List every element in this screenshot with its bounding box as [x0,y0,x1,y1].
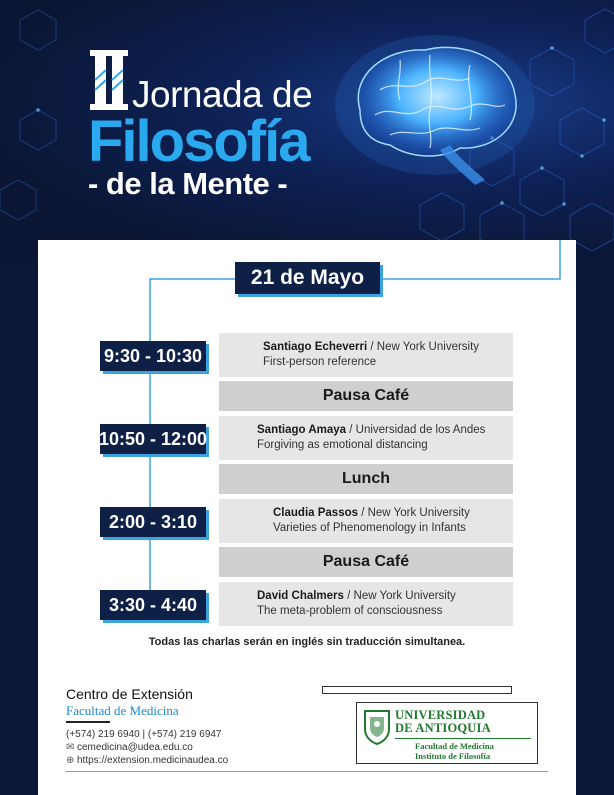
speaker-affiliation: New York University [353,590,456,602]
roman-numeral-graphic [90,50,128,110]
email-icon: ✉ [66,742,75,753]
time-slot-3: 2:00 - 3:10 [100,507,206,537]
header-banner [0,0,614,262]
email-link[interactable]: cemedicina@udea.edu.co [77,742,193,753]
footer-web-row [66,755,228,766]
faculty-line2: Instituto de Filosofía [415,751,491,761]
footer-bottom-rule [66,771,548,772]
logo-placeholder-bar [322,686,512,694]
time-slot-2: 10:50 - 12:00 [100,424,206,454]
separator: / [367,341,377,353]
talk-item [219,582,513,626]
separator: / [343,590,354,602]
speaker-affiliation: New York University [376,341,480,353]
footer-email-row [66,742,193,753]
speaker-name: Claudia Passos [273,507,359,519]
separator: / [346,424,356,436]
footer-subtitle: Facultad de Medicina [66,703,179,718]
footer-title: Centro de Extensión [66,686,193,702]
title-line-3: - de la Mente - [88,166,288,201]
break-item: Lunch [219,464,513,494]
date-badge: 21 de Mayo [235,262,380,294]
time-slot-4: 3:30 - 4:40 [100,590,206,620]
speaker-affiliation: Universidad de los Andes [355,424,486,436]
website-link[interactable]: https://extension.medicinaudea.co [77,755,229,766]
speaker-name: Santiago Echeverri [263,341,368,353]
footer-phones [66,729,222,740]
footer-divider [66,721,110,723]
talk-title: The meta-problem of consciousness [257,605,443,617]
talk-item [219,333,513,377]
talk-item [219,499,513,543]
separator: / [358,507,368,519]
speaker-affiliation: New York University [367,507,470,519]
globe-icon: ⊕ [66,755,75,766]
title-line-2: Filosofía [88,109,309,174]
title-line-1: Jornada de [132,74,313,115]
faculty-line1: Facultad de Medicina [415,741,494,751]
speaker-name: David Chalmers [257,590,344,602]
speaker-name: Santiago Amaya [257,424,347,436]
university-name-line1: UNIVERSIDAD [395,708,486,722]
logo-divider [395,738,531,739]
university-name [395,709,537,735]
talk-title: Forgiving as emotional distancing [257,439,428,451]
faculty-names [415,741,494,761]
talk-title: Varieties of Phenomenology in Infants [273,522,466,534]
phone-numbers: (+574) 219 6940 | (+574) 219 6947 [66,729,222,740]
university-logo [356,702,538,764]
brain-illustration [330,30,540,200]
talk-title: First-person reference [263,356,377,368]
time-slot-1: 9:30 - 10:30 [100,341,206,371]
language-note: Todas las charlas serán en inglés sin traducción simultanea. [148,636,466,648]
break-item: Pausa Café [219,381,513,411]
break-item: Pausa Café [219,547,513,577]
talk-item [219,416,513,460]
university-crest [363,709,391,745]
university-name-line2: DE ANTIOQUIA [395,721,491,735]
